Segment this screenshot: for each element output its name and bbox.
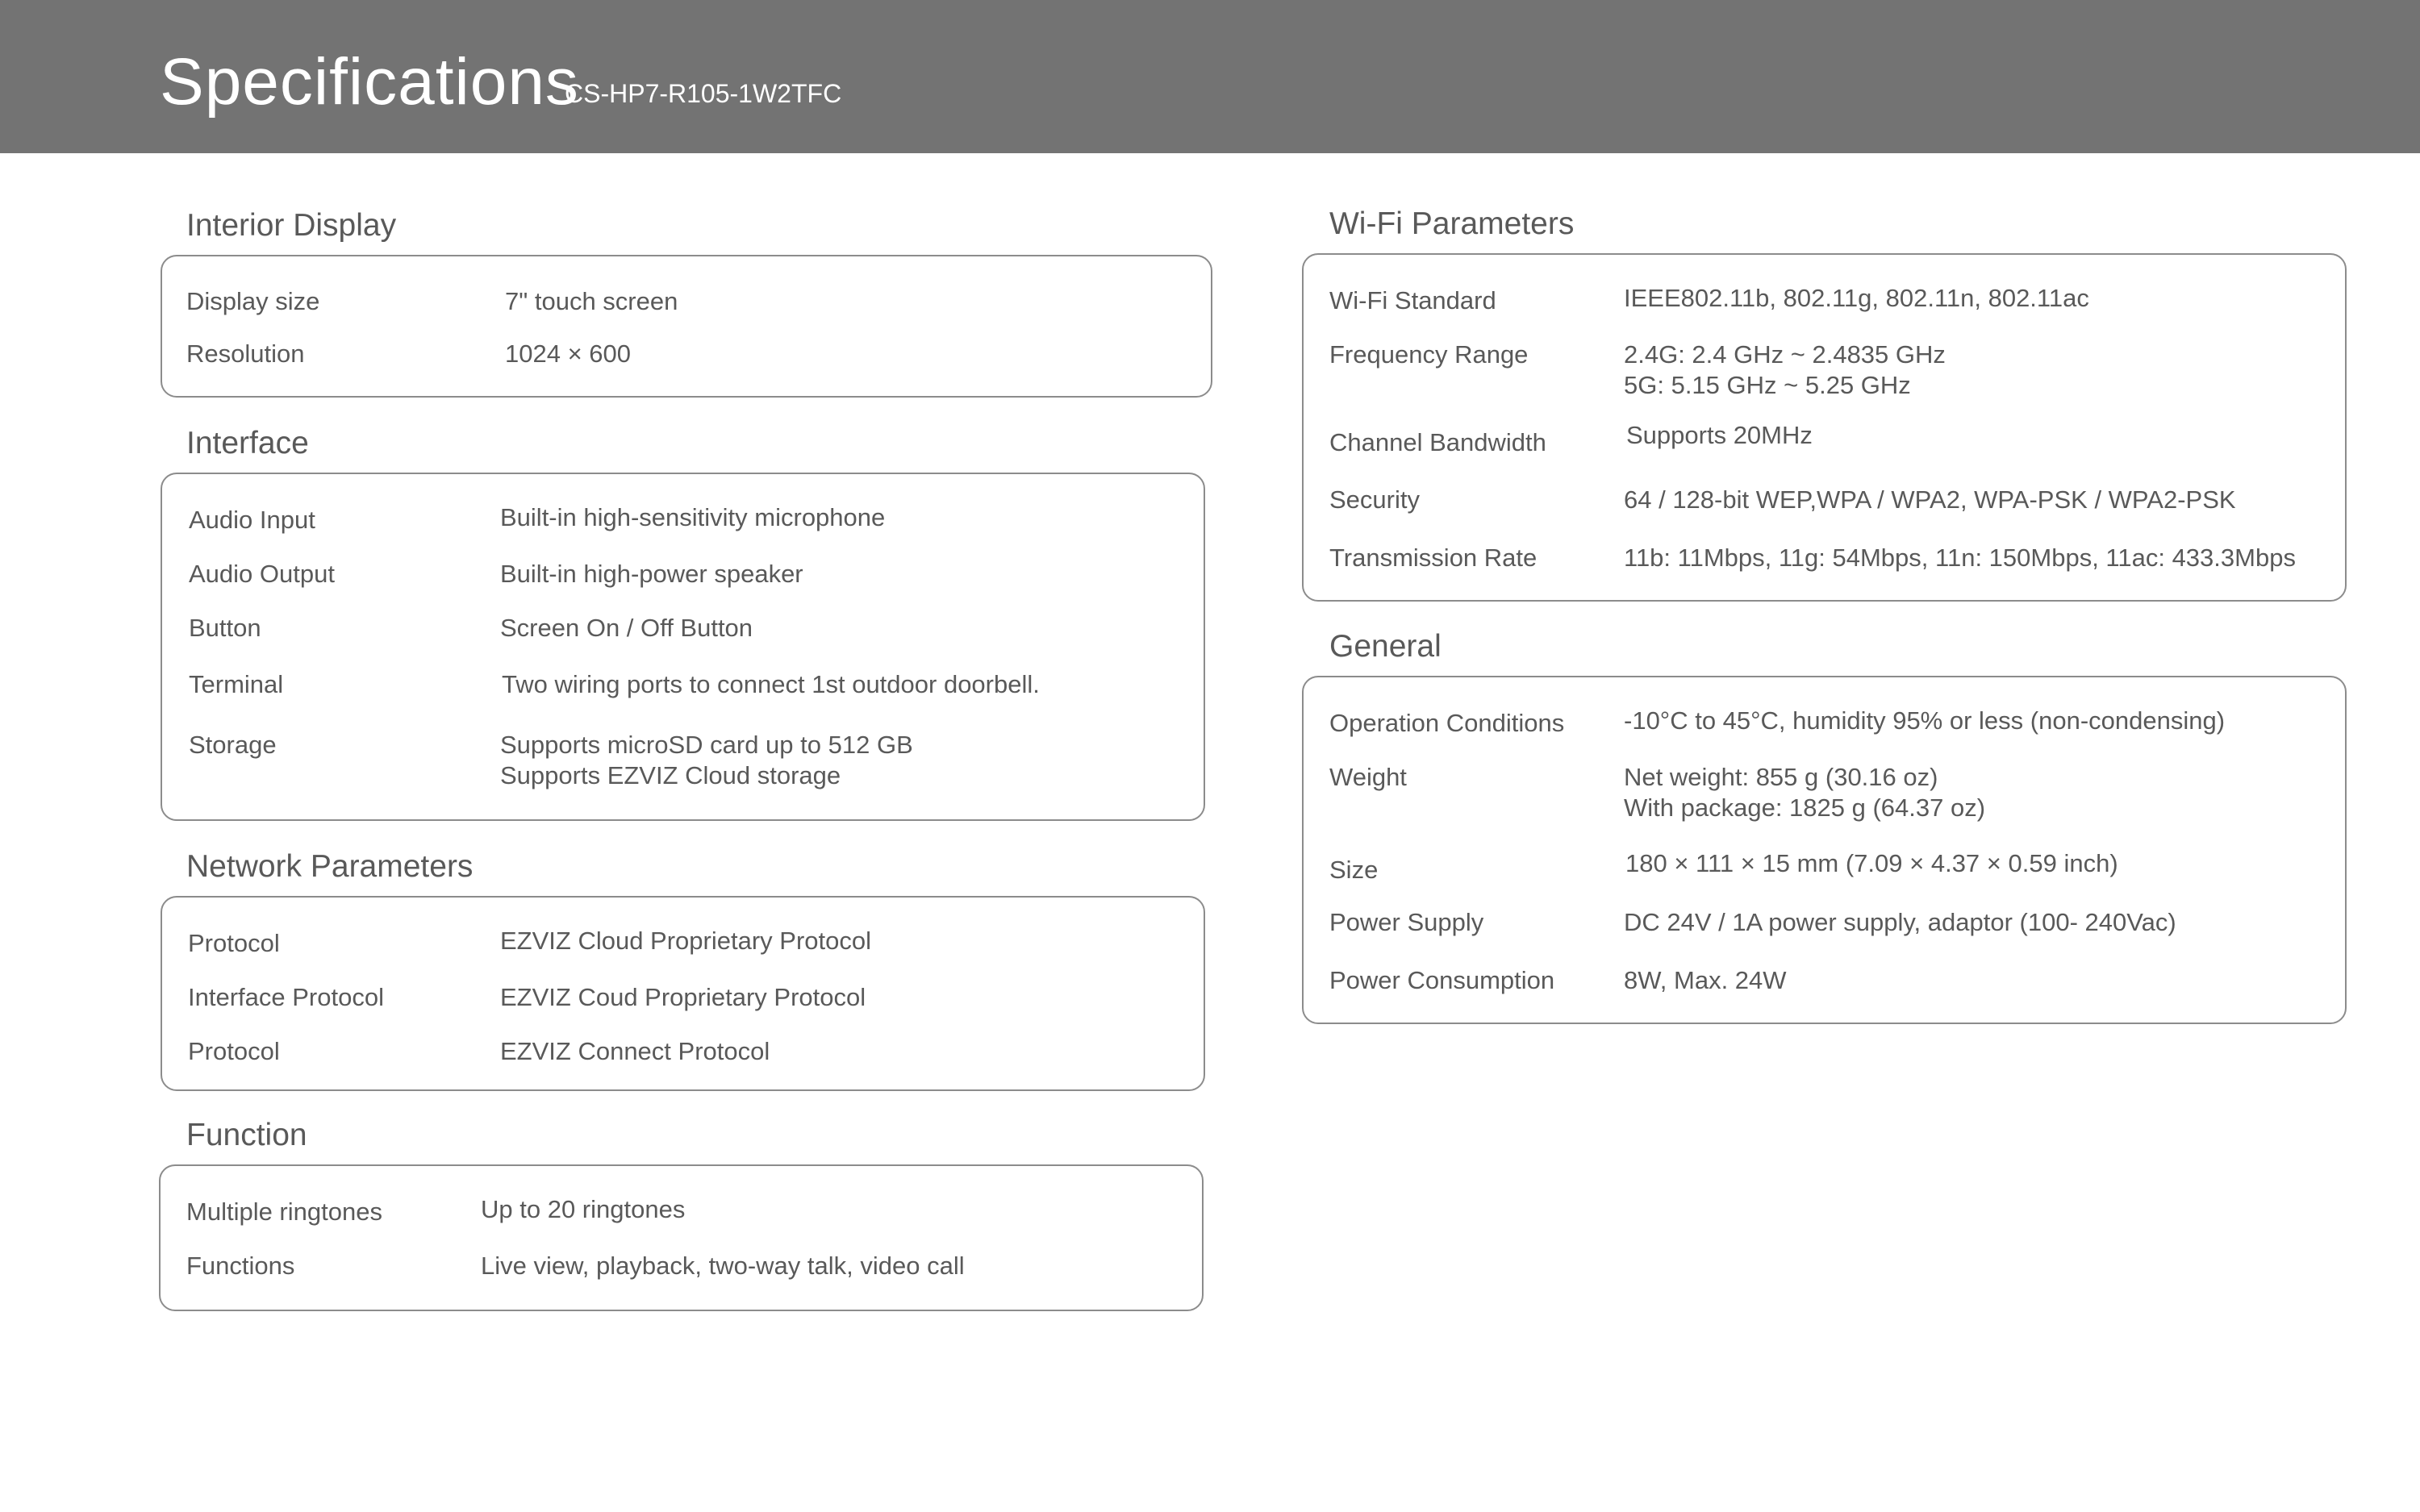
spec-value-resolution: 1024 × 600 xyxy=(505,339,632,368)
spec-value-operation-conditions: -10°C to 45°C, humidity 95% or less (non-condensing) xyxy=(1624,706,2226,735)
spec-label-audio-output: Audio Output xyxy=(189,560,335,588)
network-parameters-box xyxy=(161,896,1205,1091)
general-box xyxy=(1302,676,2347,1024)
spec-label-audio-input: Audio Input xyxy=(189,506,315,534)
section-title-wifi-parameters: Wi-Fi Parameters xyxy=(1329,206,1575,241)
interface-box xyxy=(161,473,1205,821)
spec-value-functions: Live view, playback, two-way talk, video call xyxy=(481,1252,965,1280)
spec-label-display-size: Display size xyxy=(186,287,320,315)
spec-value-interface-protocol: EZVIZ Coud Proprietary Protocol xyxy=(500,983,866,1011)
interior-display-box xyxy=(161,255,1212,398)
wifi-parameters-box xyxy=(1302,253,2347,602)
spec-value-audio-input: Built-in high-sensitivity microphone xyxy=(500,503,886,531)
spec-label-wifi-standard: Wi-Fi Standard xyxy=(1329,286,1496,314)
spec-value-storage-line1: Supports microSD card up to 512 GB xyxy=(500,731,913,759)
spec-value-multiple-ringtones: Up to 20 ringtones xyxy=(481,1195,686,1223)
spec-label-button: Button xyxy=(189,614,261,642)
spec-value-audio-output: Built-in high-power speaker xyxy=(500,560,803,588)
spec-value-transmission-rate: 11b: 11Mbps, 11g: 54Mbps, 11n: 150Mbps, 11ac: 433.3Mbps xyxy=(1624,544,2296,572)
spec-label-power-supply: Power Supply xyxy=(1329,908,1484,936)
spec-value-display-size: 7" touch screen xyxy=(505,287,678,315)
header-bar xyxy=(0,0,2420,153)
spec-label-connect-protocol: Protocol xyxy=(188,1037,280,1065)
spec-label-size: Size xyxy=(1329,856,1379,884)
spec-value-power-supply: DC 24V / 1A power supply, adaptor (100- 240Vac) xyxy=(1624,908,2176,936)
spec-value-connect-protocol: EZVIZ Connect Protocol xyxy=(500,1037,770,1065)
spec-value-weight-line1: Net weight: 855 g (30.16 oz) xyxy=(1624,763,1938,791)
spec-value-terminal: Two wiring ports to connect 1st outdoor doorbell. xyxy=(502,670,1040,698)
section-title-interior-display: Interior Display xyxy=(186,208,397,243)
spec-label-functions: Functions xyxy=(186,1252,295,1280)
spec-value-frequency-range-line1: 2.4G: 2.4 GHz ~ 2.4835 GHz xyxy=(1624,340,1946,369)
spec-label-protocol: Protocol xyxy=(188,929,280,957)
spec-value-power-consumption: 8W, Max. 24W xyxy=(1624,966,1787,994)
section-title-interface: Interface xyxy=(186,426,309,460)
spec-label-weight: Weight xyxy=(1329,763,1407,791)
model-number: CS-HP7-R105-1W2TFC xyxy=(565,79,842,108)
spec-label-operation-conditions: Operation Conditions xyxy=(1329,709,1565,737)
section-title-network-parameters: Network Parameters xyxy=(186,849,474,884)
spec-value-protocol: EZVIZ Cloud Proprietary Protocol xyxy=(500,927,872,955)
spec-label-terminal: Terminal xyxy=(189,670,284,698)
spec-value-size: 180 × 111 × 15 mm (7.09 × 4.37 × 0.59 inch) xyxy=(1625,849,2118,877)
spec-label-storage: Storage xyxy=(189,731,277,759)
spec-value-weight-line2: With package: 1825 g (64.37 oz) xyxy=(1624,793,1986,822)
spec-label-resolution: Resolution xyxy=(186,339,305,368)
page-title: Specifications xyxy=(160,45,579,119)
function-box xyxy=(159,1164,1204,1311)
spec-value-channel-bandwidth: Supports 20MHz xyxy=(1626,421,1813,449)
spec-value-storage-line2: Supports EZVIZ Cloud storage xyxy=(500,761,841,789)
spec-label-security: Security xyxy=(1329,485,1420,514)
spec-label-interface-protocol: Interface Protocol xyxy=(188,983,384,1011)
spec-value-frequency-range-line2: 5G: 5.15 GHz ~ 5.25 GHz xyxy=(1624,371,1911,399)
spec-label-frequency-range: Frequency Range xyxy=(1329,340,1529,369)
spec-value-button: Screen On / Off Button xyxy=(500,614,753,642)
spec-value-wifi-standard: IEEE802.11b, 802.11g, 802.11n, 802.11ac xyxy=(1624,284,2089,312)
spec-label-transmission-rate: Transmission Rate xyxy=(1329,544,1538,572)
section-title-general: General xyxy=(1329,629,1442,664)
spec-label-power-consumption: Power Consumption xyxy=(1329,966,1555,994)
spec-label-multiple-ringtones: Multiple ringtones xyxy=(186,1198,382,1226)
spec-value-security: 64 / 128-bit WEP,WPA / WPA2, WPA-PSK / WPA2-PSK xyxy=(1624,485,2236,514)
section-title-function: Function xyxy=(186,1118,307,1152)
spec-label-channel-bandwidth: Channel Bandwidth xyxy=(1329,428,1546,456)
